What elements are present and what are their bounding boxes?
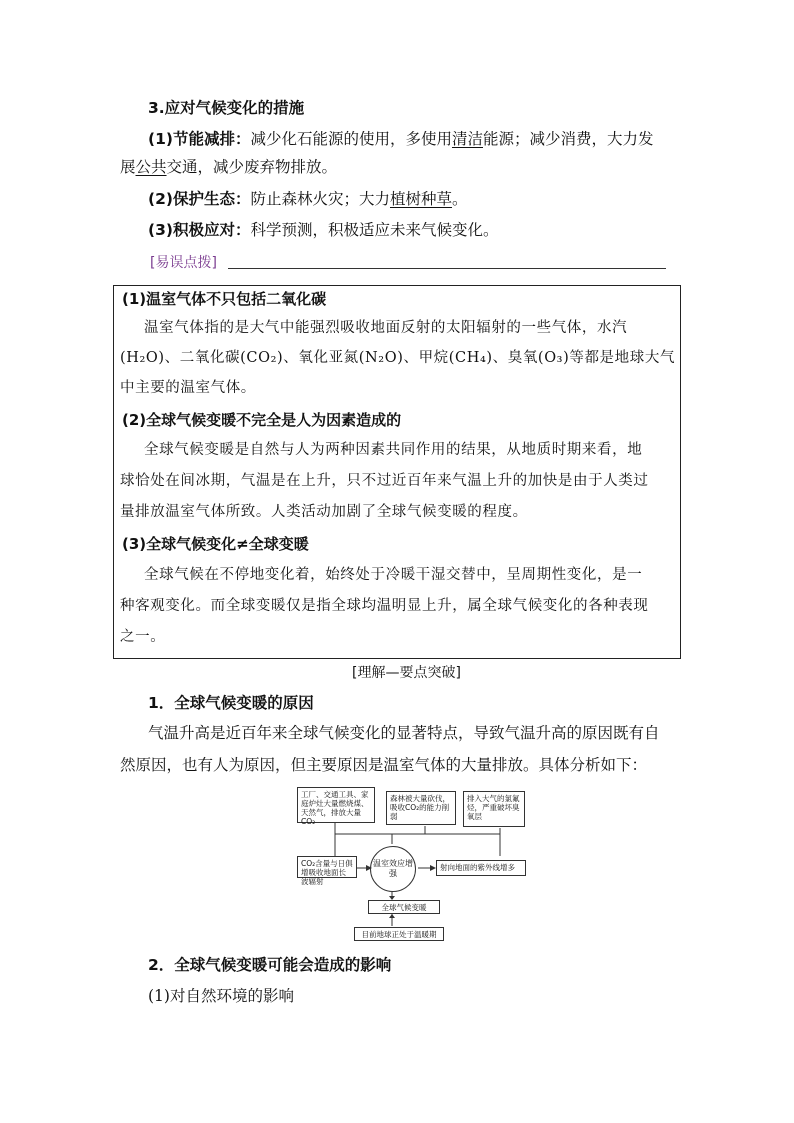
understand-label: [理解—要点突破] — [352, 665, 461, 681]
text: 科学预测，积极适应未来气候变化。 — [250, 221, 499, 239]
text: 能源；减少消费，大力发 — [483, 130, 654, 148]
text: 防止森林火灾；大力 — [250, 190, 390, 208]
point-1-text: 然原因，也有人为原因，但主要原因是温室气体的大量排放。具体分析如下： — [120, 756, 648, 774]
text: 展 — [120, 158, 136, 176]
point-2-sub: (1)对自然环境的影响 — [148, 987, 294, 1005]
diagram-box-uv: 射向地面的紫外线增多 — [436, 860, 526, 876]
tip-text: 中主要的温室气体。 — [120, 380, 256, 396]
tip-text: 球恰处在间冰期，气温是在上升，只不过近百年来气温上升的加快是由于人类过 — [120, 473, 649, 489]
tip-text: (H₂O)、二氧化碳(CO₂)、氧化亚氮(N₂O)、甲烷(CH₄)、臭氧(O₃)等都是地球大气 — [120, 350, 676, 366]
tip-title-1: (1)温室气体不只包括二氧化碳 — [122, 290, 327, 308]
tip-text: 种客观变化。而全球变暖仅是指全球均温明显上升，属全球气候变化的各种表现 — [120, 598, 649, 614]
measure-label: (3)积极应对： — [148, 221, 251, 239]
tip-text: 之一。 — [120, 629, 166, 645]
section-heading: 3.应对气候变化的措施 — [148, 99, 305, 117]
underlined-blank: 植树种草 — [389, 190, 452, 208]
tip-title-2: (2)全球气候变暖不完全是人为因素造成的 — [122, 411, 402, 429]
diagram-greenhouse-circle: 温室效应增强 — [370, 846, 416, 892]
diagram-box-warm-period: 目前地球正处于温暖期 — [354, 927, 444, 941]
tip-text: 全球气候变暖是自然与人为两种因素共同作用的结果，从地质时期来看，地 — [144, 442, 643, 458]
text: 交通，减少废弃物排放。 — [166, 158, 338, 176]
measure-label: (2)保护生态： — [148, 190, 251, 208]
point-2-heading: 2．全球气候变暖可能会造成的影响 — [148, 956, 392, 974]
diagram-box-deforestation: 森林被大量砍伐，吸收CO₂的能力削弱 — [386, 791, 456, 825]
diagram-box-warming: 全球气候变暖 — [368, 900, 440, 914]
text: 减少化石能源的使用，多使用 — [250, 130, 452, 148]
underlined-blank: 公共 — [135, 158, 167, 176]
tip-text: 全球气候在不停地变化着，始终处于冷暖干湿交替中，呈周期性变化，是一 — [144, 567, 643, 583]
diagram-box-co2: CO₂含量与日俱增吸收地面长波辐射 — [297, 856, 357, 878]
tip-title-3: (3)全球气候变化≠全球变暖 — [122, 535, 309, 553]
point-1-heading: 1．全球气候变暖的原因 — [148, 694, 314, 712]
point-1-text: 气温升高是近百年来全球气候变化的显著特点，导致气温升高的原因既有自 — [148, 724, 660, 742]
underlined-blank: 清洁 — [451, 130, 483, 148]
tip-label: [易误点拨] — [150, 255, 217, 271]
diagram-box-cfc: 排入大气的氯氟烃，严重破坏臭氧层 — [463, 791, 525, 827]
text: 。 — [452, 190, 468, 208]
tip-text: 量排放温室气体所致。人类活动加剧了全球气候变暖的程度。 — [120, 504, 528, 520]
tip-text: 温室气体指的是大气中能强烈吸收地面反射的太阳辐射的一些气体，水汽 — [144, 320, 628, 336]
diagram-box-emissions: 工厂、交通工具、家庭炉灶大量燃烧煤、天然气，排放大量CO₂ — [297, 787, 375, 823]
measure-label: (1)节能减排： — [148, 130, 251, 148]
